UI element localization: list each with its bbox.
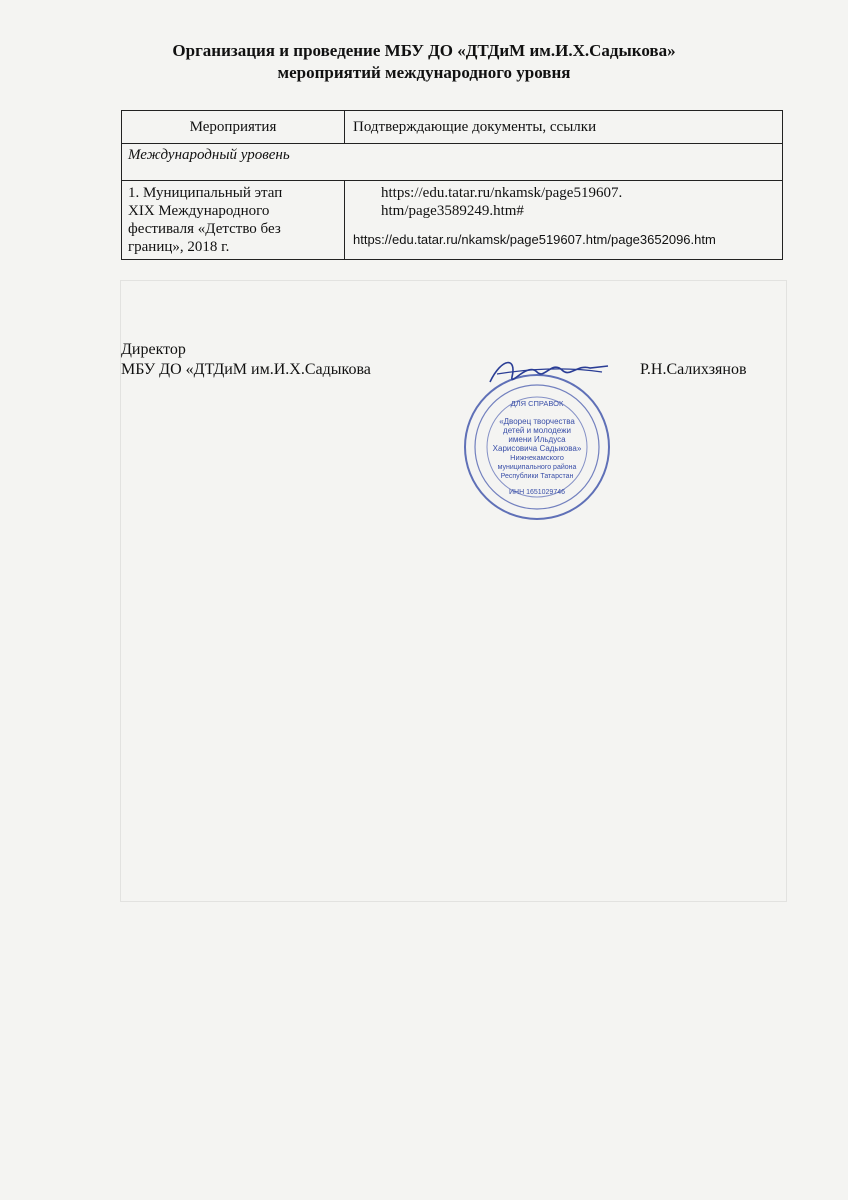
table-header-row [122,111,783,144]
event-line: фестиваля «Детство без [128,221,281,237]
handwritten-signature [482,352,612,392]
link-1[interactable] [351,184,776,220]
level-row [122,144,783,181]
stamp-line: «Дворец творчества [499,417,575,426]
stamp-line: Харисовича Садыкова» [492,444,582,453]
document-title [0,40,848,84]
stamp-line: муниципального района [497,464,577,471]
stamp-top-label: ДЛЯ СПРАВОК [510,399,564,408]
table-row [122,181,783,260]
title-line-2: мероприятий международного уровня [277,63,571,82]
ghost-text [130,300,277,336]
signature-organization: МБУ ДО «ДТДиМ им.И.Х.Садыкова [121,361,371,378]
stamp-line: имени Ильдуса [508,435,566,444]
event-cell [122,181,345,260]
event-line: XIX Международного [128,203,270,219]
signature-block [121,340,371,380]
header-documents: Подтверждающие документы, ссылки [345,111,783,144]
level-label: Международный уровень [122,144,783,181]
stamp-line: Республики Татарстан [500,473,574,480]
links-cell [345,181,783,260]
header-events: Мероприятия [122,111,345,144]
signature-role: Директор [121,341,186,358]
stamp-line: детей и молодежи [503,426,571,435]
link-1-line-1: https://edu.tatar.ru/nkamsk/page519607. [381,185,623,201]
link-2[interactable]: https://edu.tatar.ru/nkamsk/page519607.htm/page3652096.htm [353,232,716,247]
stamp-line: Нижнекамского [510,453,564,462]
event-line: границ», 2018 г. [128,239,230,255]
events-table [121,110,783,260]
signature-name: Р.Н.Салихзянов [640,361,747,378]
stamp-inn: ИНН 1651029746 [508,489,566,496]
official-stamp [462,372,612,522]
link-1-line-2: htm/page3589249.htm# [381,203,524,219]
event-line: 1. Муниципальный этап [128,185,283,201]
title-line-1: Организация и проведение МБУ ДО «ДТДиМ им.И.Х.Садыкова» [172,41,676,60]
